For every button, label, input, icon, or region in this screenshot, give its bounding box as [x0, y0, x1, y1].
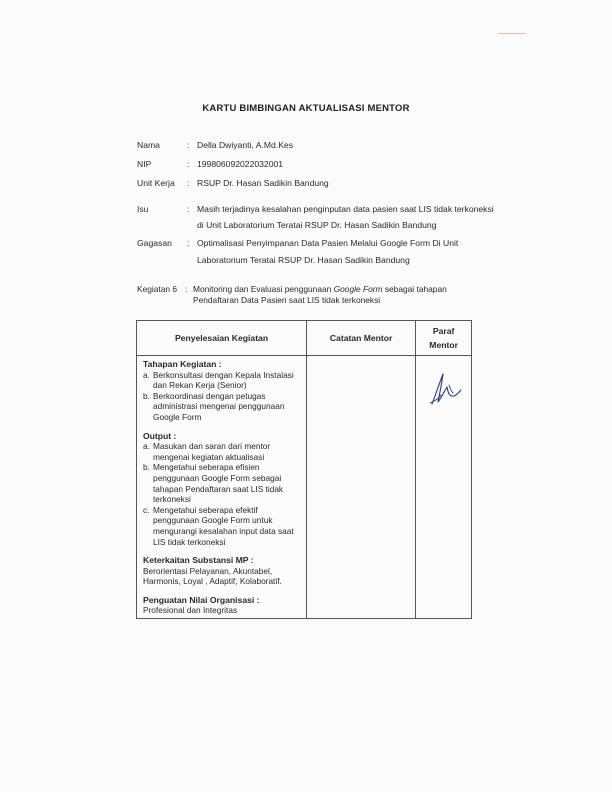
- list-text: Berkoordinasi dengan petugas administrasi mengenai penggunaan Google Form: [153, 390, 285, 422]
- document-title: KARTU BIMBINGAN AKTUALISASI MENTOR: [202, 103, 410, 114]
- list-marker: a.: [143, 441, 150, 452]
- info-value: [197, 177, 537, 190]
- info-label: Gagasan: [137, 238, 172, 248]
- header-paraf-line1: Paraf: [432, 326, 455, 336]
- output-list: [143, 441, 301, 547]
- header-penyelesaian: Penyelesaian Kegiatan: [137, 321, 307, 356]
- penyelesaian-cell: [137, 356, 307, 619]
- info-row-isu: [137, 201, 537, 233]
- section-title: Output :: [143, 430, 177, 441]
- paraf-cell: [416, 356, 472, 619]
- info-value: [197, 139, 537, 152]
- table-row: [137, 356, 472, 619]
- info-row-nama: [137, 139, 537, 152]
- info-label: Isu: [137, 204, 149, 214]
- info-value: [197, 158, 537, 171]
- info-value-line: RSUP Dr. Hasan Sadikin Bandung: [197, 178, 329, 188]
- info-separator: :: [187, 159, 190, 169]
- info-value-line: Masih terjadinya kesalahan penginputan data pasien saat LIS tidak terkoneksi: [197, 204, 494, 214]
- info-label: Nama: [137, 140, 160, 150]
- list-text: Berkonsultasi dengan Kepala Instalasi dan Rekan Kerja (Senior): [153, 369, 294, 391]
- output-section: [143, 431, 301, 548]
- info-separator: :: [187, 178, 190, 188]
- tahapan-section: [143, 359, 301, 423]
- kegiatan-label: Kegiatan 6: [137, 284, 178, 294]
- keterkaitan-section: [143, 555, 301, 587]
- info-row-gagasan: [137, 235, 537, 269]
- header-catatan: Catatan Mentor: [307, 321, 416, 356]
- header-paraf-line2: Mentor: [429, 340, 458, 350]
- info-label: Unit Kerja: [137, 178, 175, 188]
- list-marker: c.: [143, 504, 150, 515]
- list-item: [143, 462, 301, 504]
- list-text: Mengetahui seberapa efektif penggunaan Google Form untuk mengurangi kesalahan input data saat LIS tidak terkoneksi: [153, 504, 294, 547]
- kegiatan-separator: :: [185, 284, 188, 294]
- list-text: Masukan dan saran dari mentor mengenai kegiatan aktualisasi: [153, 441, 271, 462]
- list-marker: b.: [143, 462, 150, 473]
- info-value-line: di Unit Laboratorium Teratai RSUP Dr. Hasan Sadikin Bandung: [197, 220, 437, 230]
- list-text: Mengetahui seberapa efisien penggunaan Google Form sebagai tahapan Pendaftaran saat LIS tidak terkoneksi: [153, 462, 284, 505]
- list-item: [143, 370, 301, 391]
- kegiatan-row: [137, 284, 477, 306]
- info-value: [197, 201, 537, 233]
- kegiatan-description: [193, 284, 477, 306]
- mentor-signature: [426, 368, 466, 408]
- list-item: [143, 441, 301, 462]
- info-row-unit-kerja: [137, 177, 537, 190]
- table-header-row: [137, 321, 472, 356]
- kegiatan-text: sebagai tahapan Pendaftaran Data Pasien saat LIS tidak terkoneksi: [193, 284, 447, 305]
- header-paraf: [416, 321, 472, 356]
- penguatan-section: [143, 595, 301, 616]
- mentoring-table: [136, 320, 472, 619]
- catatan-cell: [307, 356, 416, 619]
- section-title: Penguatan Nilai Organisasi :: [143, 594, 260, 605]
- info-value-line: Della Dwiyanti, A.Md.Kes: [197, 140, 293, 150]
- scan-mark: [498, 33, 526, 34]
- info-value-line: 199806092022032001: [197, 159, 284, 169]
- section-title: Tahapan Kegiatan :: [143, 359, 222, 369]
- info-separator: :: [187, 204, 190, 214]
- tahapan-list: [143, 370, 301, 423]
- list-item: [143, 505, 301, 547]
- info-label: NIP: [137, 159, 152, 169]
- info-row-nip: [137, 158, 537, 171]
- info-separator: :: [187, 238, 190, 248]
- section-title: Keterkaitan Substansi MP :: [143, 555, 254, 566]
- info-value: [197, 235, 537, 269]
- list-item: [143, 391, 301, 423]
- info-value-line: Optimalisasi Penyimpanan Data Pasien Melalui Google Form Di Unit: [197, 238, 459, 248]
- section-text: Berorientasi Pelayanan, Akuntabel, Harmonis, Loyal , Adaptif, Kolaboratif.: [143, 565, 282, 587]
- list-marker: a.: [143, 369, 150, 380]
- kegiatan-text-italic: Google Form: [333, 284, 383, 294]
- list-marker: b.: [143, 390, 150, 401]
- info-value-line: Laboratorium Teratai RSUP Dr. Hasan Sadikin Bandung: [197, 255, 410, 265]
- info-separator: :: [187, 140, 190, 150]
- kegiatan-text: Monitoring dan Evaluasi penggunaan: [193, 284, 334, 294]
- identity-info: [137, 139, 537, 275]
- section-text: Profesional dan Integritas: [143, 605, 238, 616]
